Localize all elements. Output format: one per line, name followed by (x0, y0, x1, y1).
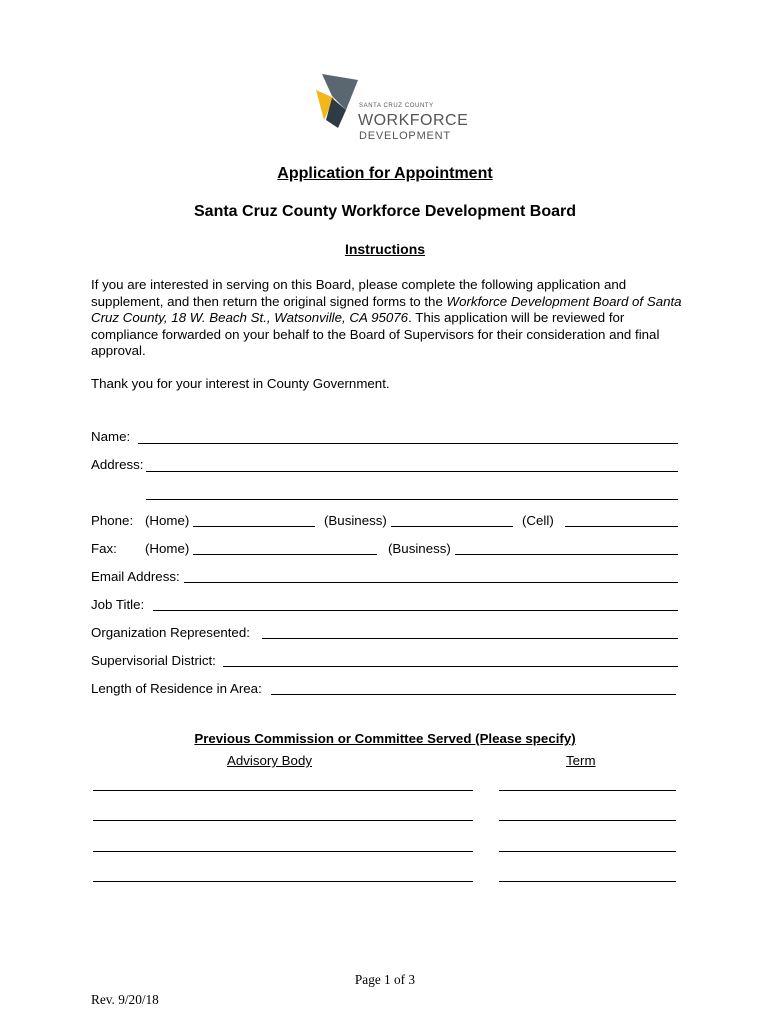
instructions-heading: Instructions (344, 241, 426, 257)
fax-label: Fax: (91, 541, 117, 556)
advisory-body-field-3[interactable] (93, 851, 473, 852)
thank-you-text: Thank you for your interest in County Government. (91, 376, 390, 391)
advisory-body-field-4[interactable] (93, 881, 473, 882)
logo-workforce-text: WORKFORCE (358, 112, 469, 129)
revision-date: Rev. 9/20/18 (91, 992, 159, 1007)
previous-commission-heading: Previous Commission or Committee Served (Please specify) (194, 731, 576, 746)
name-label: Name: (91, 429, 131, 444)
instructions-text-start: If you are interested in serving on this Board, please complete the following application and supplement, and then return the original signed forms to the (91, 277, 627, 309)
logo-county-text: SANTA CRUZ COUNTY (359, 103, 434, 109)
instructions-paragraph (91, 277, 691, 360)
board-name: Santa Cruz County Workforce Development Board (194, 203, 576, 220)
page-number: Page 1 of 3 (354, 972, 416, 987)
advisory-body-column-header: Advisory Body (227, 753, 312, 768)
document-title: Application for Appointment (277, 165, 493, 182)
fax-home-label: (Home) (145, 541, 190, 556)
job-title-field[interactable] (153, 610, 678, 611)
organization-field[interactable] (262, 638, 678, 639)
advisory-body-field-1[interactable] (93, 790, 473, 791)
district-field[interactable] (223, 666, 678, 667)
email-label: Email Address: (91, 569, 180, 584)
name-field[interactable] (138, 443, 678, 444)
residence-field[interactable] (271, 694, 676, 695)
term-field-2[interactable] (499, 820, 676, 821)
organization-label: Organization Represented: (91, 625, 250, 640)
address-field-line-1[interactable] (146, 471, 678, 472)
phone-business-label: (Business) (324, 513, 387, 528)
phone-cell-field[interactable] (565, 526, 678, 527)
advisory-body-field-2[interactable] (93, 820, 473, 821)
fax-business-label: (Business) (388, 541, 451, 556)
instructions-text-end: . This application will be reviewed for compliance forwarded on your behalf to the Board of Supervisors for their consideration and final approval. (91, 310, 660, 359)
phone-label: Phone: (91, 513, 134, 528)
phone-home-field[interactable] (193, 526, 315, 527)
return-address: Workforce Development Board of Santa Cruz County, 18 W. Beach St., Watsonville, CA 95076 (91, 293, 682, 326)
phone-cell-label: (Cell) (522, 513, 554, 528)
address-field-line-2[interactable] (146, 499, 678, 500)
address-label: Address: (91, 457, 144, 472)
fax-home-field[interactable] (193, 554, 377, 555)
district-label: Supervisorial District: (91, 653, 216, 668)
job-title-label: Job Title: (91, 597, 145, 612)
term-field-3[interactable] (499, 851, 676, 852)
phone-business-field[interactable] (391, 526, 513, 527)
term-column-header: Term (566, 753, 596, 768)
residence-label: Length of Residence in Area: (91, 681, 262, 696)
workforce-development-logo (312, 70, 469, 146)
logo-development-text: DEVELOPMENT (359, 130, 451, 142)
term-field-4[interactable] (499, 881, 676, 882)
fax-business-field[interactable] (455, 554, 678, 555)
email-field[interactable] (184, 582, 678, 583)
phone-home-label: (Home) (145, 513, 190, 528)
term-field-1[interactable] (499, 790, 676, 791)
